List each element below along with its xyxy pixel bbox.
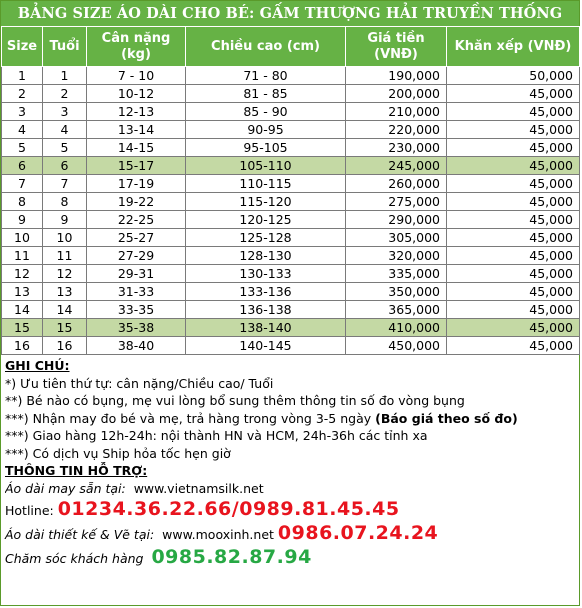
design-line xyxy=(5,521,575,545)
table-row xyxy=(2,265,580,283)
cell-weight: 27-29 xyxy=(87,247,186,265)
cell-age: 15 xyxy=(43,319,87,337)
cell-price: 350,000 xyxy=(346,283,447,301)
cell-weight: 22-25 xyxy=(87,211,186,229)
cell-height: 140-145 xyxy=(186,337,346,355)
ready-made-site: www.vietnamsilk.net xyxy=(133,480,264,496)
cell-weight: 35-38 xyxy=(87,319,186,337)
cell-scarf: 45,000 xyxy=(447,319,580,337)
cell-weight: 17-19 xyxy=(87,175,186,193)
cell-price: 275,000 xyxy=(346,193,447,211)
hotline-label: Hotline: xyxy=(5,503,54,518)
cell-price: 290,000 xyxy=(346,211,447,229)
cell-height: 95-105 xyxy=(186,139,346,157)
care-line xyxy=(5,545,575,569)
note-line-5: ***) Có dịch vụ Ship hỏa tốc hẹn giờ xyxy=(5,445,231,461)
cell-scarf: 45,000 xyxy=(447,193,580,211)
size-table xyxy=(1,26,580,355)
cell-scarf: 45,000 xyxy=(447,337,580,355)
table-row xyxy=(2,301,580,319)
hotline-numbers: 01234.36.22.66/0989.81.45.45 xyxy=(57,498,400,520)
cell-weight: 12-13 xyxy=(87,103,186,121)
cell-price: 200,000 xyxy=(346,85,447,103)
cell-height: 90-95 xyxy=(186,121,346,139)
cell-scarf: 45,000 xyxy=(447,121,580,139)
cell-size: 1 xyxy=(2,67,43,85)
note-line-3-text: ***) Nhận may đo bé và mẹ, trả hàng trong vòng 3-5 ngày xyxy=(5,410,376,426)
cell-size: 2 xyxy=(2,85,43,103)
header-price-line1: Giá tiền xyxy=(367,30,425,46)
cell-price: 450,000 xyxy=(346,337,447,355)
cell-price: 220,000 xyxy=(346,121,447,139)
table-header-row xyxy=(2,27,580,67)
cell-height: 133-136 xyxy=(186,283,346,301)
cell-price: 260,000 xyxy=(346,175,447,193)
header-price xyxy=(346,27,447,67)
cell-price: 230,000 xyxy=(346,139,447,157)
cell-size: 12 xyxy=(2,265,43,283)
table-row xyxy=(2,229,580,247)
cell-height: 71 - 80 xyxy=(186,67,346,85)
cell-height: 125-128 xyxy=(186,229,346,247)
table-row xyxy=(2,337,580,355)
cell-height: 81 - 85 xyxy=(186,85,346,103)
cell-age: 8 xyxy=(43,193,87,211)
care-label: Chăm sóc khách hàng xyxy=(5,551,144,566)
cell-scarf: 45,000 xyxy=(447,157,580,175)
note-line-2: **) Bé nào có bụng, mẹ vui lòng bổ sung thêm thông tin số đo vòng bụng xyxy=(5,393,465,408)
cell-age: 13 xyxy=(43,283,87,301)
cell-price: 190,000 xyxy=(346,67,447,85)
table-row xyxy=(2,175,580,193)
cell-size: 15 xyxy=(2,319,43,337)
cell-height: 130-133 xyxy=(186,265,346,283)
table-body xyxy=(2,67,580,355)
cell-scarf: 45,000 xyxy=(447,301,580,319)
cell-height: 120-125 xyxy=(186,211,346,229)
cell-height: 128-130 xyxy=(186,247,346,265)
cell-scarf: 45,000 xyxy=(447,103,580,121)
cell-size: 3 xyxy=(2,103,43,121)
cell-scarf: 45,000 xyxy=(447,283,580,301)
cell-weight: 29-31 xyxy=(87,265,186,283)
cell-age: 6 xyxy=(43,157,87,175)
cell-height: 105-110 xyxy=(186,157,346,175)
cell-price: 410,000 xyxy=(346,319,447,337)
cell-height: 115-120 xyxy=(186,193,346,211)
cell-price: 320,000 xyxy=(346,247,447,265)
cell-age: 10 xyxy=(43,229,87,247)
cell-size: 7 xyxy=(2,175,43,193)
cell-weight: 31-33 xyxy=(87,283,186,301)
note-line-3 xyxy=(5,410,575,428)
cell-weight: 33-35 xyxy=(87,301,186,319)
note-line-4: ***) Giao hàng 12h-24h: nội thành HN và HCM, 24h-36h các tỉnh xa xyxy=(5,428,428,443)
cell-size: 11 xyxy=(2,247,43,265)
table-row xyxy=(2,121,580,139)
cell-age: 9 xyxy=(43,211,87,229)
cell-price: 305,000 xyxy=(346,229,447,247)
header-weight-line2: (kg) xyxy=(121,46,151,62)
header-scarf: Khăn xếp (VNĐ) xyxy=(447,27,580,67)
cell-price: 365,000 xyxy=(346,301,447,319)
cell-height: 85 - 90 xyxy=(186,103,346,121)
cell-scarf: 45,000 xyxy=(447,265,580,283)
cell-age: 4 xyxy=(43,121,87,139)
cell-size: 8 xyxy=(2,193,43,211)
table-row xyxy=(2,283,580,301)
cell-size: 13 xyxy=(2,283,43,301)
cell-age: 3 xyxy=(43,103,87,121)
header-age: Tuổi xyxy=(43,27,87,67)
cell-weight: 14-15 xyxy=(87,139,186,157)
cell-height: 138-140 xyxy=(186,319,346,337)
cell-weight: 38-40 xyxy=(87,337,186,355)
cell-age: 2 xyxy=(43,85,87,103)
cell-height: 136-138 xyxy=(186,301,346,319)
cell-scarf: 45,000 xyxy=(447,139,580,157)
table-row xyxy=(2,247,580,265)
hotline-line xyxy=(5,497,575,521)
cell-scarf: 45,000 xyxy=(447,211,580,229)
cell-size: 10 xyxy=(2,229,43,247)
support-heading: THÔNG TIN HỖ TRỢ: xyxy=(5,463,148,478)
cell-scarf: 45,000 xyxy=(447,175,580,193)
cell-size: 5 xyxy=(2,139,43,157)
ready-made-line xyxy=(5,480,575,498)
cell-weight: 25-27 xyxy=(87,229,186,247)
cell-weight: 10-12 xyxy=(87,85,186,103)
chart-title: BẢNG SIZE ÁO DÀI CHO BÉ: GẤM THƯỢNG HẢI TRUYỀN THỐNG xyxy=(1,1,579,26)
cell-size: 6 xyxy=(2,157,43,175)
table-row xyxy=(2,85,580,103)
cell-height: 110-115 xyxy=(186,175,346,193)
design-label: Áo dài thiết kế & Vẽ tại: xyxy=(5,527,155,542)
cell-scarf: 45,000 xyxy=(447,247,580,265)
cell-weight: 7 - 10 xyxy=(87,67,186,85)
header-price-line2: (VNĐ) xyxy=(374,46,418,62)
note-line-3-bold: (Báo giá theo số đo) xyxy=(375,410,518,426)
table-row xyxy=(2,139,580,157)
cell-age: 12 xyxy=(43,265,87,283)
cell-age: 1 xyxy=(43,67,87,85)
table-row xyxy=(2,211,580,229)
cell-scarf: 45,000 xyxy=(447,229,580,247)
cell-weight: 19-22 xyxy=(87,193,186,211)
cell-age: 16 xyxy=(43,337,87,355)
header-size: Size xyxy=(2,27,43,67)
header-height: Chiều cao (cm) xyxy=(186,27,346,67)
cell-size: 9 xyxy=(2,211,43,229)
header-weight-line1: Cân nặng xyxy=(101,30,171,46)
cell-price: 335,000 xyxy=(346,265,447,283)
design-site: www.mooxinh.net xyxy=(162,527,274,542)
table-row xyxy=(2,103,580,121)
cell-age: 7 xyxy=(43,175,87,193)
cell-size: 16 xyxy=(2,337,43,355)
table-row xyxy=(2,319,580,337)
cell-price: 210,000 xyxy=(346,103,447,121)
cell-age: 11 xyxy=(43,247,87,265)
cell-age: 5 xyxy=(43,139,87,157)
table-row xyxy=(2,157,580,175)
note-line-1: *) Ưu tiên thứ tự: cân nặng/Chiều cao/ Tuổi xyxy=(5,375,274,391)
cell-weight: 15-17 xyxy=(87,157,186,175)
cell-size: 14 xyxy=(2,301,43,319)
cell-weight: 13-14 xyxy=(87,121,186,139)
ready-made-label: Áo dài may sẵn tại: xyxy=(5,480,126,496)
header-weight xyxy=(87,27,186,67)
cell-scarf: 50,000 xyxy=(447,67,580,85)
cell-scarf: 45,000 xyxy=(447,85,580,103)
design-phone: 0986.07.24.24 xyxy=(277,522,439,544)
care-phone: 0985.82.87.94 xyxy=(151,546,312,568)
table-row xyxy=(2,67,580,85)
notes-heading: GHI CHÚ: xyxy=(5,358,70,373)
notes-section xyxy=(1,355,579,571)
cell-age: 14 xyxy=(43,301,87,319)
table-row xyxy=(2,193,580,211)
cell-size: 4 xyxy=(2,121,43,139)
cell-price: 245,000 xyxy=(346,157,447,175)
